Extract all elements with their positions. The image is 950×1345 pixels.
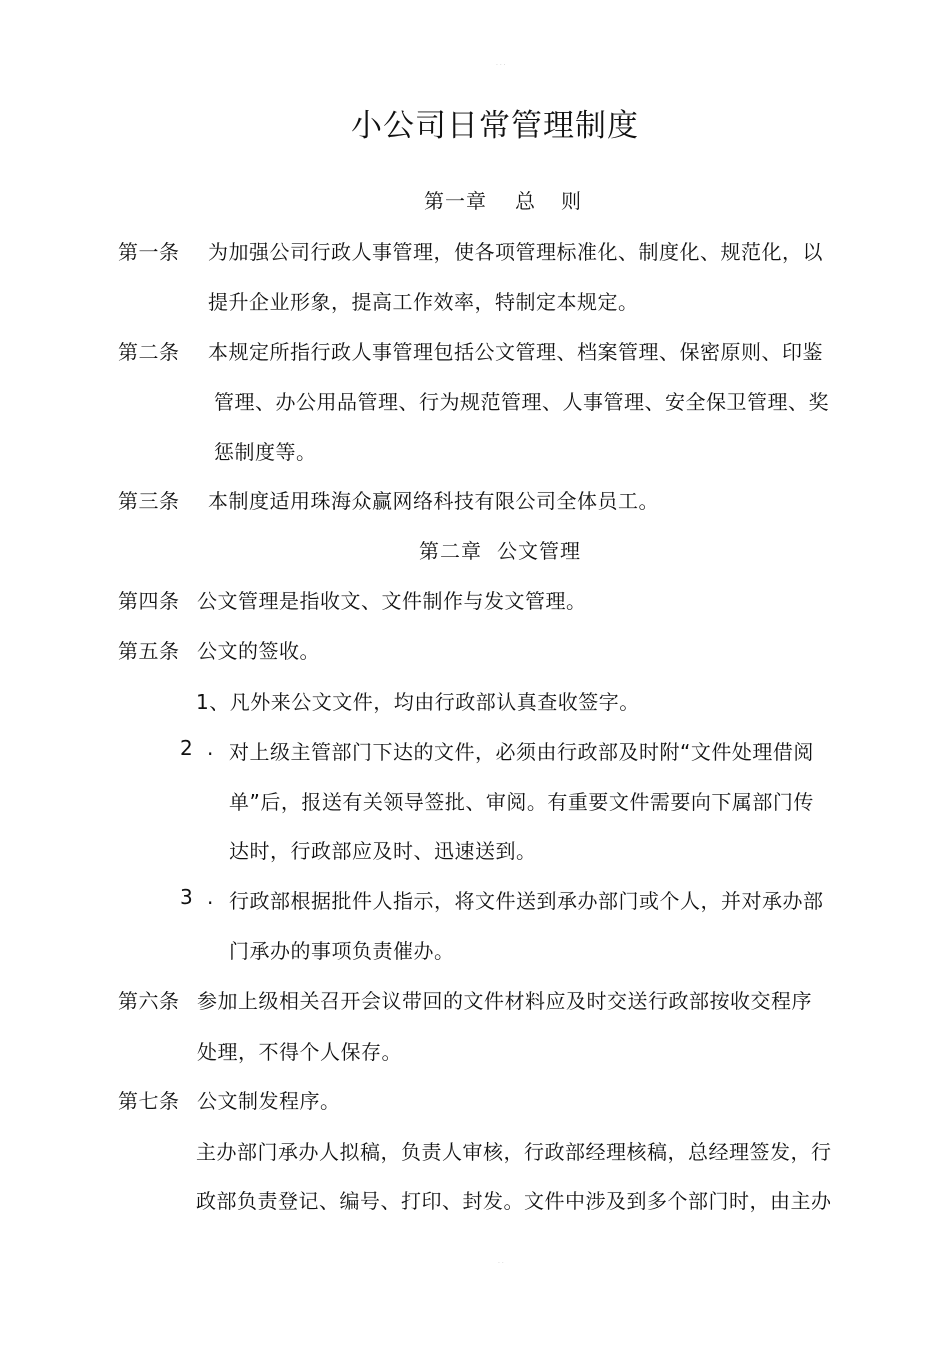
article-2-text-line3: 惩制度等。 [214, 440, 317, 464]
article-5-label: 第五条 [118, 639, 180, 663]
article-5-item-1: 1、凡外来公文文件，均由行政部认真查收签字。 [196, 690, 640, 714]
article-3-text: 本制度适用珠海众赢网络科技有限公司全体员工。 [208, 489, 659, 513]
article-4-text: 公文管理是指收文、文件制作与发文管理。 [197, 589, 587, 613]
header-mark: · · · [496, 62, 506, 69]
article-5-item-2-line2: 单”后，报送有关领导签批、审阅。有重要文件需要向下属部门传 [229, 790, 814, 814]
article-2-text-line2: 管理、办公用品管理、行为规范管理、人事管理、安全保卫管理、奖 [214, 390, 829, 414]
article-5-item-3-line2: 门承办的事项负责催办。 [229, 939, 455, 963]
article-3-label: 第三条 [118, 489, 180, 513]
article-1-text-line1: 为加强公司行政人事管理，使各项管理标准化、制度化、规范化，以 [208, 240, 823, 264]
article-7-paragraph-line1: 主办部门承办人拟稿，负责人审核，行政部经理核稿，总经理签发，行 [196, 1140, 832, 1164]
article-6-label: 第六条 [118, 989, 180, 1013]
article-5-text: 公文的签收。 [197, 639, 320, 663]
article-5-item-3-line1: 行政部根据批件人指示，将文件送到承办部门或个人，并对承办部 [229, 889, 824, 913]
footer-mark: · · [498, 1260, 504, 1267]
article-5-item-2-dot: . [207, 736, 214, 760]
article-1-text-line2: 提升企业形象，提高工作效率，特制定本规定。 [208, 290, 639, 314]
article-5-item-2-number: 2 [180, 736, 194, 760]
article-6-text-line1: 参加上级相关召开会议带回的文件材料应及时交送行政部按收交程序 [197, 989, 812, 1013]
chapter-1-name-part2: 则 [561, 189, 582, 213]
article-4-label: 第四条 [118, 589, 180, 613]
document-title: 小公司日常管理制度 [351, 108, 639, 144]
article-2-text-line1: 本规定所指行政人事管理包括公文管理、档案管理、保密原则、印鉴 [208, 340, 823, 364]
article-5-item-2-line1: 对上级主管部门下达的文件，必须由行政部及时附“文件处理借阅 [229, 740, 814, 764]
article-5-item-3-number: 3 [180, 885, 194, 909]
chapter-1-name-part1: 总 [515, 189, 536, 213]
chapter-2-name: 公文管理 [497, 539, 581, 563]
article-7-text: 公文制发程序。 [197, 1089, 341, 1113]
article-6-text-line2: 处理，不得个人保存。 [197, 1040, 402, 1064]
article-1-label: 第一条 [118, 240, 180, 264]
chapter-2-number: 第二章 [419, 539, 482, 563]
article-5-item-3-dot: . [207, 885, 214, 909]
article-5-item-2-line3: 达时，行政部应及时、迅速送到。 [229, 839, 537, 863]
article-7-label: 第七条 [118, 1089, 180, 1113]
article-2-label: 第二条 [118, 340, 180, 364]
chapter-1-number: 第一章 [424, 189, 487, 213]
article-7-paragraph-line2: 政部负责登记、编号、打印、封发。文件中涉及到多个部门时，由主办 [196, 1189, 832, 1213]
